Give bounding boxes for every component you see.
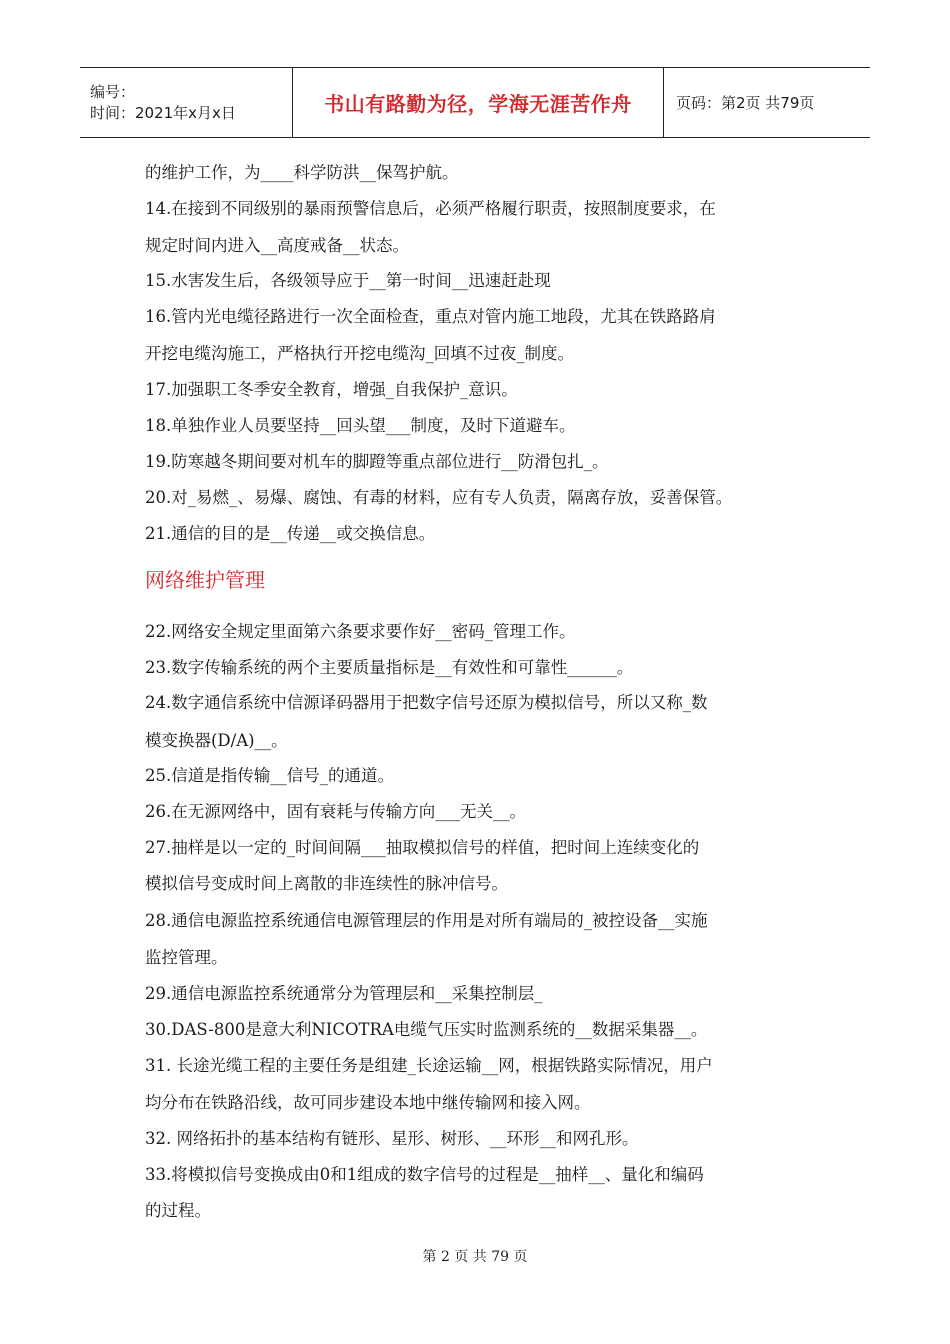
text-line: 15.水害发生后，各级领导应于__第一时间__迅速赶赴现	[145, 271, 551, 290]
text-line: 模变换器(D/A)__。	[145, 731, 288, 750]
text-line: 25.信道是指传输__信号_的通道。	[145, 766, 394, 785]
text-line: 监控管理。	[145, 948, 228, 967]
text-line: 均分布在铁路沿线，故可同步建设本地中继传输网和接入网。	[145, 1093, 591, 1112]
text-line: 规定时间内进入__高度戒备__状态。	[145, 236, 409, 255]
text-line: 32. 网络拓扑的基本结构有链形、星形、树形、__环形__和网孔形。	[145, 1129, 639, 1148]
section-title: 网络维护管理	[145, 568, 265, 592]
header-number: 编号：	[90, 82, 136, 101]
header-page-info-cell	[664, 68, 870, 137]
page-footer: 第 2 页 共 79 页	[422, 1249, 528, 1265]
text-line: 18.单独作业人员要坚持__回头望___制度，及时下道避车。	[145, 416, 576, 435]
header-page-info: 页码：第2页 共79页	[676, 94, 815, 112]
text-line: 的过程。	[145, 1201, 211, 1220]
text-line: 14.在接到不同级别的暴雨预警信息后，必须严格履行职责，按照制度要求，在	[145, 199, 716, 218]
text-line: 21.通信的目的是__传递__或交换信息。	[145, 524, 436, 543]
header-meta	[80, 68, 293, 137]
page-header	[80, 67, 870, 138]
text-line: 28.通信电源监控系统通信电源管理层的作用是对所有端局的_被控设备__实施	[145, 911, 708, 930]
text-line: 22.网络安全规定里面第六条要求要作好__密码_管理工作。	[145, 622, 576, 641]
text-line: 16.管内光电缆径路进行一次全面检查，重点对管内施工地段，尤其在铁路路肩	[145, 307, 716, 326]
text-line: 的维护工作，为____科学防洪__保驾护航。	[145, 163, 459, 182]
header-motto: 书山有路勤为径，学海无涯苦作舟	[324, 92, 632, 116]
text-line: 开挖电缆沟施工，严格执行开挖电缆沟_回填不过夜_制度。	[145, 344, 574, 363]
text-line: 29.通信电源监控系统通常分为管理层和__采集控制层_	[145, 984, 543, 1003]
text-line: 31. 长途光缆工程的主要任务是组建_长途运输__网，根据铁路实际情况，用户	[145, 1056, 713, 1075]
text-line: 20.对_易燃_、易爆、腐蚀、有毒的材料，应有专人负责，隔离存放，妥善保管。	[145, 488, 733, 507]
text-line: 30.DAS-800是意大利NICOTRA电缆气压实时监测系统的__数据采集器__。	[145, 1020, 708, 1039]
text-line: 33.将模拟信号变换成由0和1组成的数字信号的过程是__抽样__、量化和编码	[145, 1165, 704, 1184]
text-line: 17.加强职工冬季安全教育，增强_自我保护_意识。	[145, 380, 518, 399]
text-line: 模拟信号变成时间上离散的非连续性的脉冲信号。	[145, 874, 508, 893]
text-line: 26.在无源网络中，固有衰耗与传输方向___无关__。	[145, 802, 526, 821]
text-line: 27.抽样是以一定的_时间间隔___抽取模拟信号的样值，把时间上连续变化的	[145, 838, 700, 857]
text-line: 23.数字传输系统的两个主要质量指标是__有效性和可靠性______。	[145, 658, 634, 677]
header-motto-cell	[293, 68, 664, 137]
text-line: 24.数字通信系统中信源译码器用于把数字信号还原为模拟信号，所以又称_数	[145, 693, 708, 712]
header-time: 时间：2021年x月x日	[90, 103, 236, 122]
text-line: 19.防寒越冬期间要对机车的脚蹬等重点部位进行__防滑包扎_。	[145, 452, 609, 471]
